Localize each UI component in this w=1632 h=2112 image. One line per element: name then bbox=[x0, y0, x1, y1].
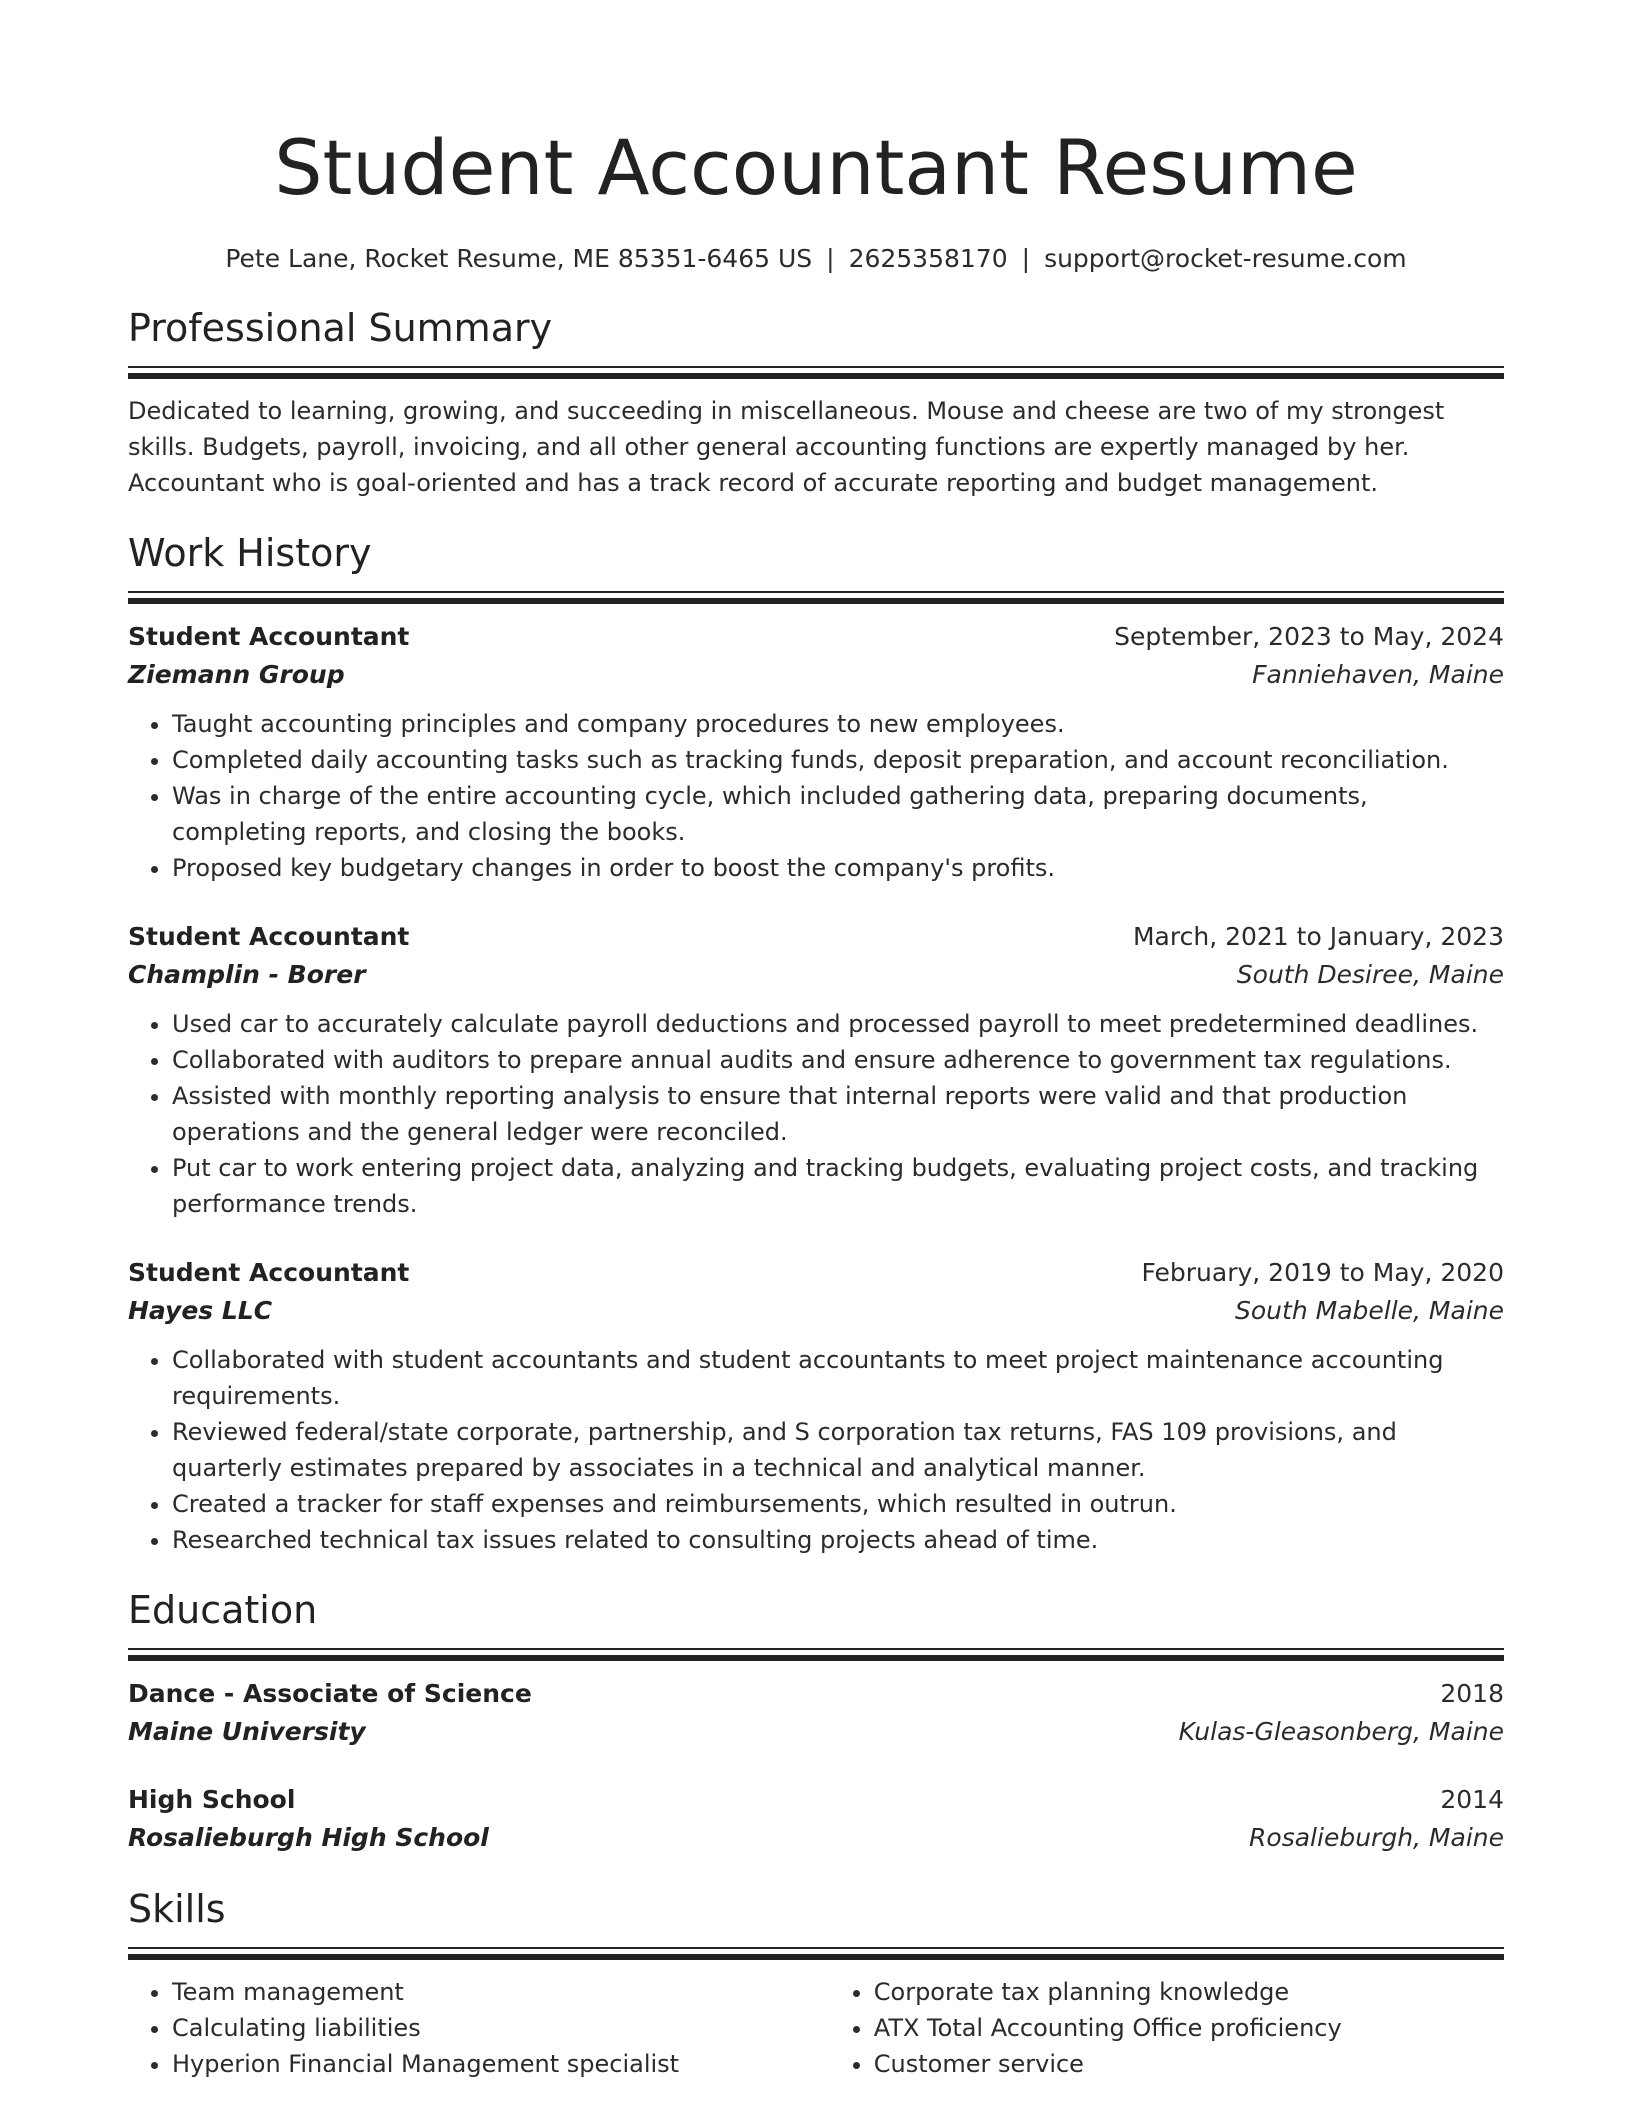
section-heading: Education bbox=[128, 1588, 318, 1632]
section-divider bbox=[128, 1648, 1504, 1661]
job-bullet: • Assisted with monthly reporting analysis to ensure that internal reports were valid and that production operations and the general ledger were reconciled. bbox=[172, 1078, 1504, 1150]
work-history-section bbox=[128, 529, 1504, 1558]
section-divider bbox=[128, 1947, 1504, 1960]
education-year: 2014 bbox=[1440, 1785, 1504, 1814]
skill-item: • Customer service bbox=[874, 2046, 1504, 2082]
job-title: Student Accountant bbox=[128, 922, 410, 951]
skills-section bbox=[128, 1885, 1504, 2082]
job-entry bbox=[128, 918, 1504, 1222]
skills-column-right bbox=[830, 1974, 1504, 2082]
education-school: Maine University bbox=[128, 1717, 366, 1746]
job-location: Fanniehaven, Maine bbox=[1252, 660, 1504, 689]
job-bullet: • Reviewed federal/state corporate, partnership, and S corporation tax returns, FAS 109 provisions, and quarterly estimates prepared by associates in a technical and analytical manner. bbox=[172, 1414, 1504, 1486]
education-school: Rosalieburgh High School bbox=[128, 1823, 489, 1852]
education-location: Rosalieburgh, Maine bbox=[1249, 1823, 1504, 1852]
job-bullet: • Created a tracker for staff expenses and reimbursements, which resulted in outrun. bbox=[172, 1486, 1504, 1522]
skill-item: • Corporate tax planning knowledge bbox=[874, 1974, 1504, 2010]
job-bullet: • Collaborated with student accountants and student accountants to meet project maintenance accounting requirements. bbox=[172, 1342, 1504, 1414]
job-bullets bbox=[128, 706, 1504, 886]
skill-item: • ATX Total Accounting Office proficiency bbox=[874, 2010, 1504, 2046]
job-company: Champlin - Borer bbox=[128, 960, 366, 989]
section-divider bbox=[128, 366, 1504, 379]
job-bullet: • Researched technical tax issues related to consulting projects ahead of time. bbox=[172, 1522, 1504, 1558]
job-dates: February, 2019 to May, 2020 bbox=[1141, 1258, 1504, 1287]
job-company: Ziemann Group bbox=[128, 660, 345, 689]
education-degree: Dance - Associate of Science bbox=[128, 1679, 532, 1708]
contact-email: support@rocket-resume.com bbox=[1044, 244, 1407, 273]
job-title: Student Accountant bbox=[128, 622, 410, 651]
job-dates: March, 2021 to January, 2023 bbox=[1132, 922, 1504, 951]
job-dates: September, 2023 to May, 2024 bbox=[1114, 622, 1504, 651]
education-section bbox=[128, 1586, 1504, 1857]
skills-column-left bbox=[128, 1974, 802, 2082]
skills-list bbox=[830, 1974, 1504, 2082]
skills-grid bbox=[128, 1974, 1504, 2082]
job-bullet: • Was in charge of the entire accounting cycle, which included gathering data, preparing documents, completing reports, and closing the books. bbox=[172, 778, 1504, 850]
contact-separator: | bbox=[1021, 244, 1031, 273]
contact-phone: 2625358170 bbox=[848, 244, 1008, 273]
skills-list bbox=[128, 1974, 802, 2082]
skill-item: • Calculating liabilities bbox=[172, 2010, 802, 2046]
skill-item: • Hyperion Financial Management specialist bbox=[172, 2046, 802, 2082]
job-bullets bbox=[128, 1006, 1504, 1222]
summary-text: Dedicated to learning, growing, and succeeding in miscellaneous. Mouse and cheese are two of my strongest skills. Budgets, payroll, invoicing, and all other general accounting functions are expertly managed by her. Accountant who is goal-oriented and has a track record of accurate reporting and budget management. bbox=[128, 397, 1445, 497]
job-bullet: • Collaborated with auditors to prepare annual audits and ensure adherence to government tax regulations. bbox=[172, 1042, 1504, 1078]
contact-line bbox=[128, 242, 1504, 276]
job-bullet: • Used car to accurately calculate payroll deductions and processed payroll to meet predetermined deadlines. bbox=[172, 1006, 1504, 1042]
job-bullets bbox=[128, 1342, 1504, 1558]
contact-address: Pete Lane, Rocket Resume, ME 85351-6465 US bbox=[225, 244, 813, 273]
summary-section bbox=[128, 304, 1504, 501]
job-entry bbox=[128, 1254, 1504, 1558]
job-entry bbox=[128, 618, 1504, 886]
education-location: Kulas-Gleasonberg, Maine bbox=[1178, 1717, 1504, 1746]
education-degree: High School bbox=[128, 1785, 296, 1814]
section-heading: Work History bbox=[128, 531, 372, 575]
job-location: South Mabelle, Maine bbox=[1235, 1296, 1504, 1325]
education-entry bbox=[128, 1781, 1504, 1857]
education-entry bbox=[128, 1675, 1504, 1751]
job-bullet: • Put car to work entering project data, analyzing and tracking budgets, evaluating project costs, and tracking performance trends. bbox=[172, 1150, 1504, 1222]
job-location: South Desiree, Maine bbox=[1236, 960, 1504, 989]
section-heading: Skills bbox=[128, 1887, 226, 1931]
education-year: 2018 bbox=[1440, 1679, 1504, 1708]
job-company: Hayes LLC bbox=[128, 1296, 273, 1325]
job-bullet: • Completed daily accounting tasks such as tracking funds, deposit preparation, and account reconciliation. bbox=[172, 742, 1504, 778]
resume-title: Student Accountant Resume bbox=[274, 123, 1358, 212]
section-divider bbox=[128, 591, 1504, 604]
section-heading: Professional Summary bbox=[128, 306, 553, 350]
job-bullet: • Proposed key budgetary changes in order to boost the company's profits. bbox=[172, 850, 1504, 886]
job-title: Student Accountant bbox=[128, 1258, 410, 1287]
skill-item: • Team management bbox=[172, 1974, 802, 2010]
job-bullet: • Taught accounting principles and company procedures to new employees. bbox=[172, 706, 1504, 742]
contact-separator: | bbox=[826, 244, 835, 273]
